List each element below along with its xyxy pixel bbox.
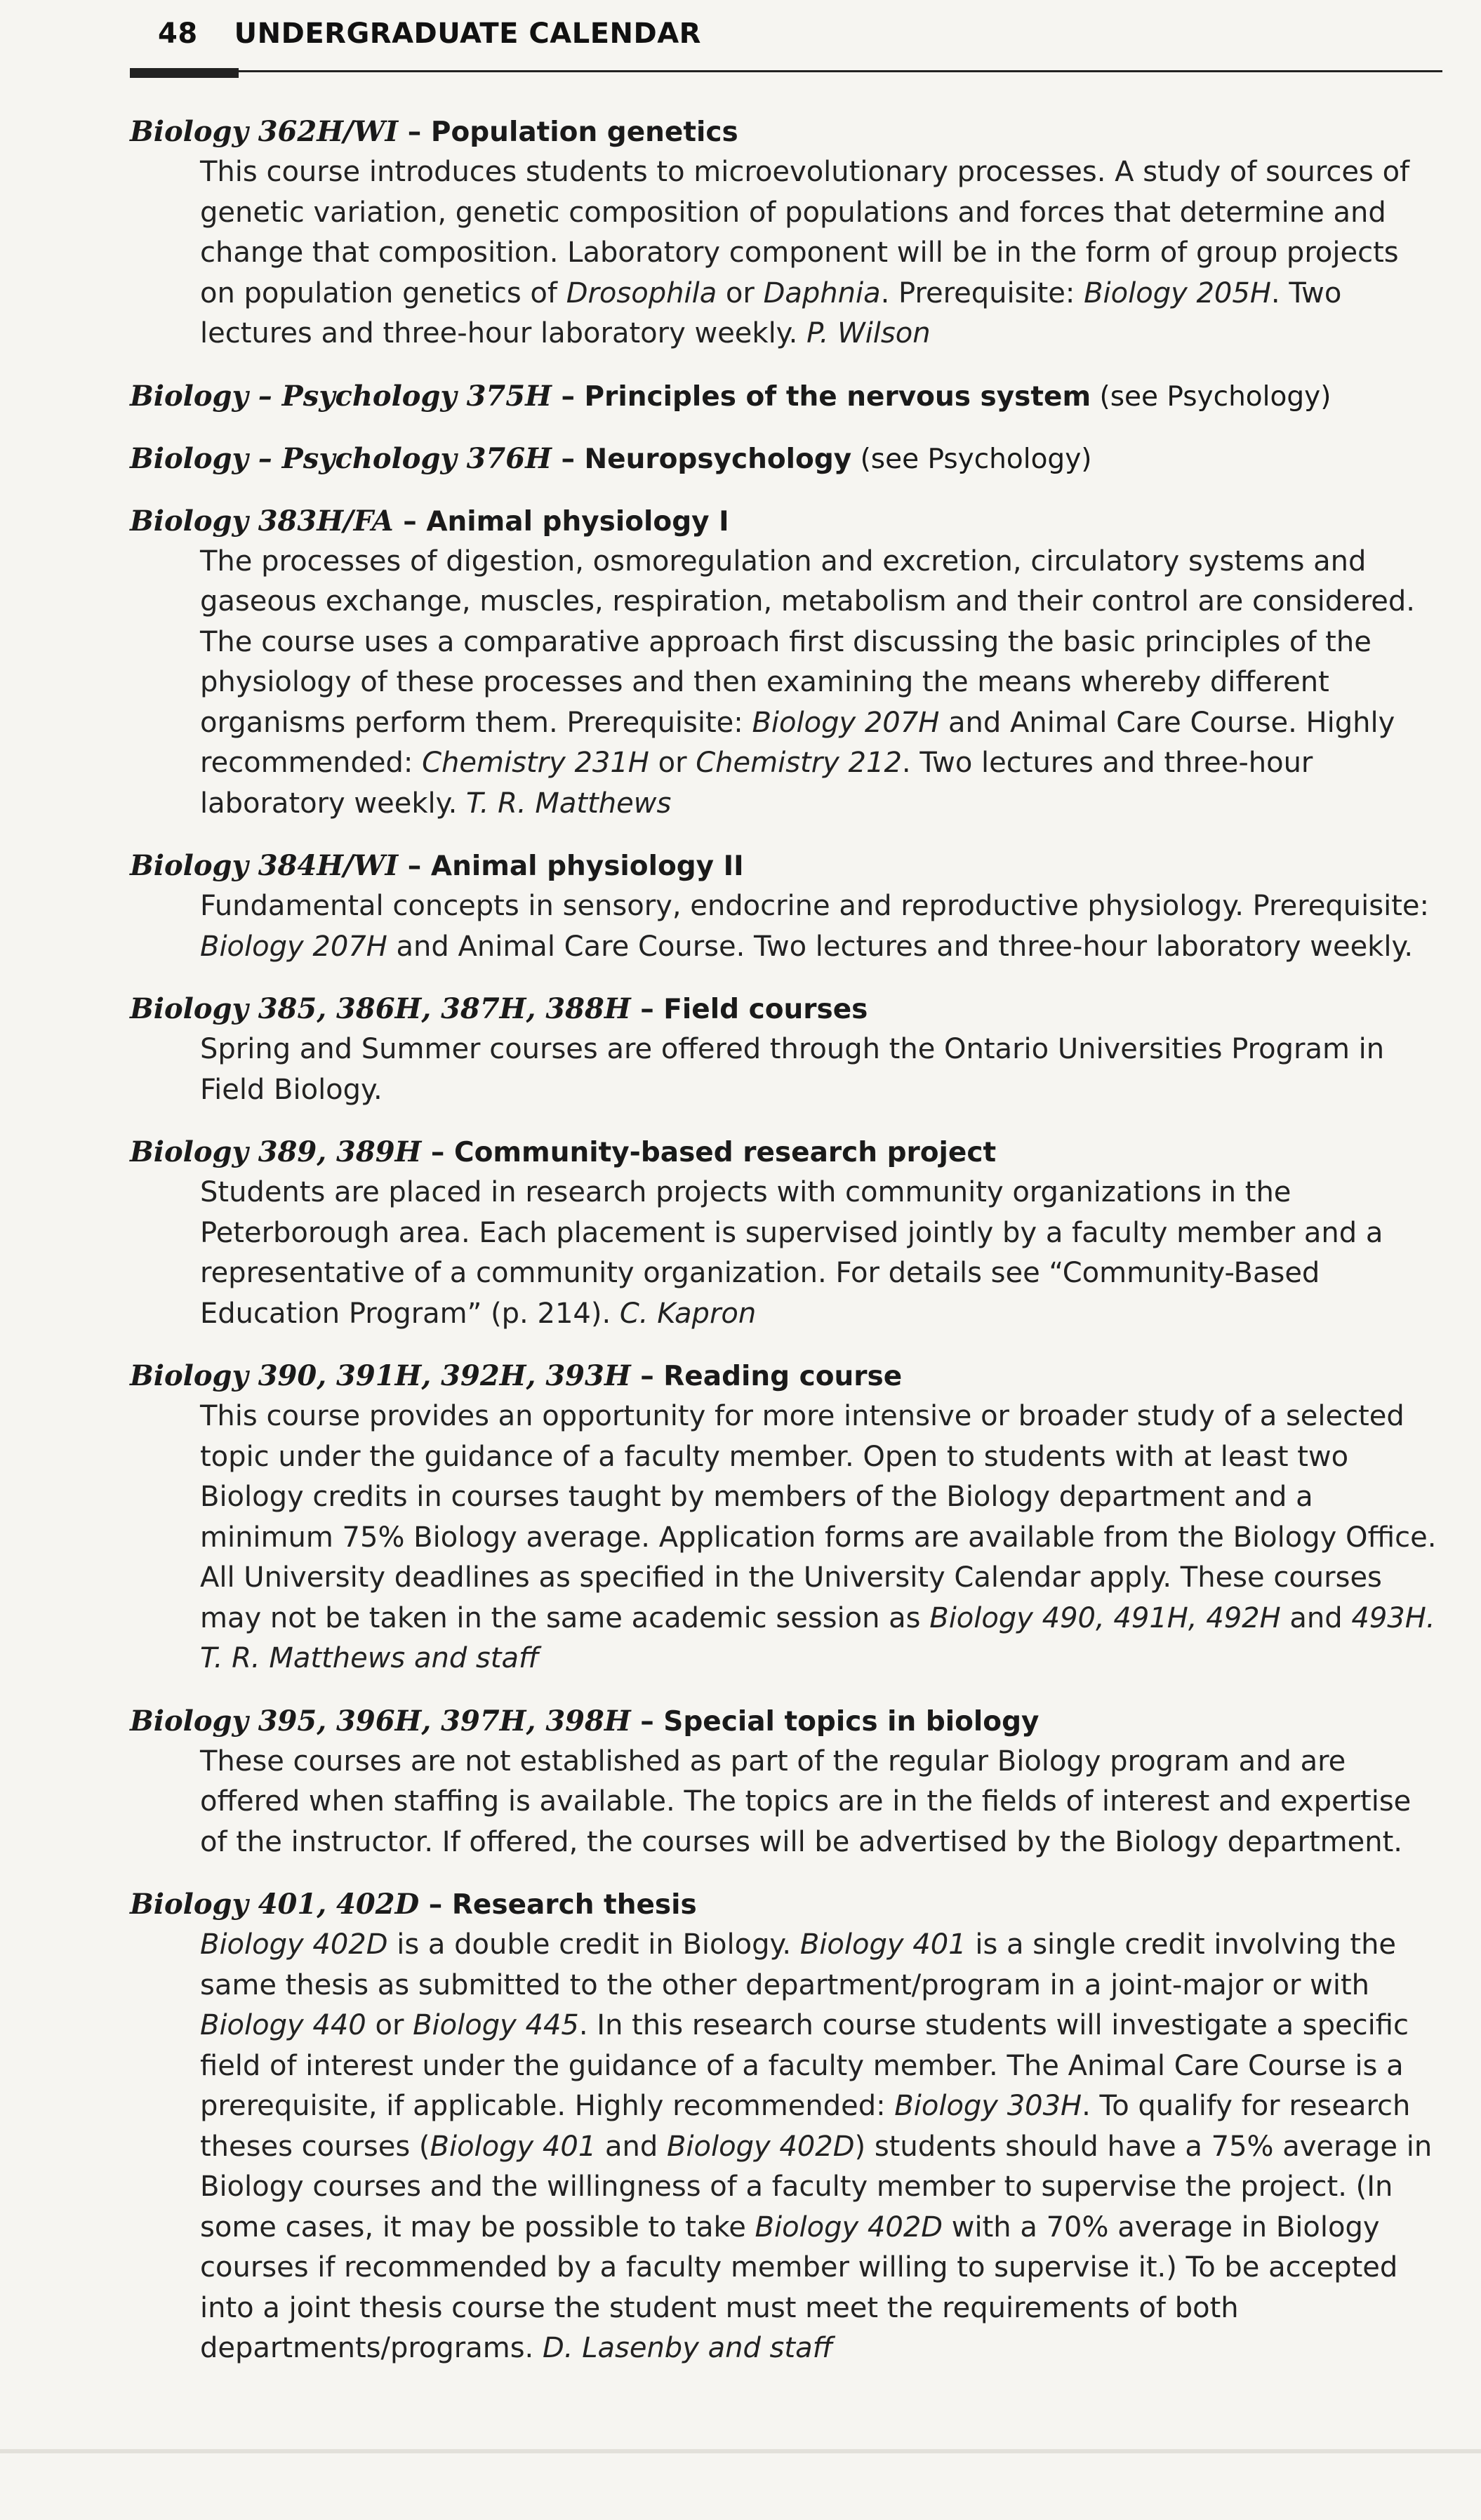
- italic-reference: Biology 445: [413, 2009, 579, 2041]
- description-text: and Animal Care Course. Two lectures and three-hour laboratory weekly.: [387, 930, 1414, 963]
- italic-reference: 493H. T. R. Matthews and staff: [200, 1601, 1435, 1674]
- running-head: [158, 18, 701, 50]
- italic-reference: Biology 207H: [752, 706, 940, 739]
- course-entry: [130, 1356, 1442, 1679]
- description-text: Fundamental concepts in sensory, endocrine and reproductive physiology. Prerequisite:: [200, 890, 1429, 922]
- course-heading: [130, 377, 1442, 417]
- description-text: . In this research course students will investigate a specific field of interest under the guidance of a faculty member. The Animal Care Course is a prerequisite, if applicable. Highly recommended:: [200, 2009, 1409, 2122]
- description-text: This course introduces students to microevolutionary processes. A study of sources of genetic variation, genetic composition of populations and forces that determine and change that composition. Laboratory component will be in the form of group projects on population genetics of: [200, 156, 1410, 309]
- italic-reference: T. R. Matthews: [466, 787, 672, 820]
- italic-reference: Chemistry 231H: [422, 747, 649, 779]
- course-name: Research thesis: [451, 1889, 697, 1921]
- course-heading: [130, 1885, 1442, 1925]
- course-separator: –: [551, 443, 585, 475]
- italic-reference: Chemistry 212: [696, 747, 902, 779]
- course-separator: –: [630, 1361, 664, 1392]
- course-description: [200, 1742, 1442, 1863]
- course-separator: –: [419, 1889, 452, 1921]
- course-entry: [130, 989, 1442, 1110]
- course-entry: [130, 439, 1442, 479]
- course-code: Biology 384H/WI: [130, 849, 399, 882]
- course-name: Community-based research project: [454, 1137, 997, 1168]
- description-text: ) students should have a 75% average in Biology courses and the willingness of a faculty member to supervise the project. (In some cases, it may be possible to take: [200, 2130, 1433, 2244]
- course-entry: [130, 112, 1442, 354]
- course-separator: –: [630, 994, 664, 1025]
- description-text: with a 70% average in Biology courses if recommended by a faculty member willing to supervise it.) To be accepted into a joint thesis course the student must meet the requirements of both departments/programs.: [200, 2211, 1398, 2364]
- italic-reference: Daphnia: [763, 276, 881, 309]
- course-separator: –: [393, 505, 427, 538]
- description-text: . To qualify for research theses courses (: [200, 2090, 1411, 2163]
- italic-reference: Biology 303H: [894, 2090, 1082, 2122]
- course-heading: [130, 989, 1442, 1029]
- header-rule: [130, 70, 1442, 72]
- course-name: Animal physiology I: [426, 505, 729, 538]
- course-heading: [130, 502, 1442, 542]
- course-heading: [130, 1356, 1442, 1396]
- course-heading: [130, 1133, 1442, 1173]
- italic-reference: Drosophila: [566, 276, 717, 309]
- course-entry: [130, 1702, 1442, 1863]
- course-code: Biology 395, 396H, 397H, 398H: [130, 1704, 631, 1738]
- course-entry: [130, 1133, 1442, 1334]
- italic-reference: D. Lasenby and staff: [542, 2332, 833, 2364]
- course-description: [200, 886, 1442, 967]
- italic-reference: C. Kapron: [619, 1297, 757, 1330]
- description-text: . Two lectures and three-hour laboratory weekly.: [200, 747, 1313, 820]
- course-description: [200, 542, 1442, 825]
- course-entry: [130, 846, 1442, 967]
- course-heading: [130, 1702, 1442, 1742]
- scan-edge: [0, 2449, 1481, 2453]
- course-list: [130, 112, 1442, 2392]
- course-description: [200, 1925, 1442, 2369]
- course-separator: –: [551, 380, 585, 413]
- course-name: Principles of the nervous system: [584, 380, 1091, 413]
- course-code: Biology 362H/WI: [130, 115, 399, 148]
- running-title: UNDERGRADUATE CALENDAR: [234, 18, 701, 50]
- italic-reference: Biology 205H: [1084, 276, 1271, 309]
- course-description: [200, 1173, 1442, 1334]
- italic-reference: Biology 402D: [755, 2211, 943, 2244]
- description-text: . Prerequisite:: [880, 276, 1084, 309]
- italic-reference: Biology 402D: [200, 1928, 388, 1961]
- description-text: Students are placed in research projects with community organizations in the Peterborough area. Each placement is supervised jointly by a faculty member and a representative of a community organization. For details see “Community-Based Education Program” (p. 214).: [200, 1176, 1383, 1330]
- course-separator: –: [421, 1137, 454, 1168]
- course-code: Biology 383H/FA: [130, 504, 394, 538]
- italic-reference: P. Wilson: [806, 317, 931, 349]
- course-name: Special topics in biology: [663, 1705, 1040, 1738]
- description-text: The processes of digestion, osmoregulation and excretion, circulatory systems and gaseous exchange, muscles, respiration, metabolism and their control are considered. The course uses a comparative approach first discussing the basic principles of the physiology of these processes and then examining the means whereby different organisms perform them. Prerequisite:: [200, 545, 1415, 739]
- course-description: [200, 1029, 1442, 1110]
- course-code: Biology – Psychology 376H: [130, 441, 552, 475]
- course-entry: [130, 1885, 1442, 2369]
- course-name: Reading course: [663, 1361, 903, 1392]
- header-rule-tab: [130, 68, 239, 78]
- course-name: Population genetics: [430, 116, 738, 148]
- italic-reference: Biology 207H: [200, 930, 387, 963]
- page-number: 48: [158, 18, 198, 50]
- italic-reference: Biology 490, 491H, 492H: [929, 1601, 1281, 1634]
- course-heading: [130, 439, 1442, 479]
- course-entry: [130, 377, 1442, 417]
- italic-reference: Biology 401: [430, 2130, 597, 2163]
- description-text: and: [1280, 1601, 1352, 1634]
- course-separator: –: [630, 1705, 664, 1738]
- course-description: [200, 1396, 1442, 1679]
- course-cross-reference: (see Psychology): [1091, 380, 1331, 413]
- course-heading: [130, 112, 1442, 152]
- course-name: Neuropsychology: [584, 443, 852, 475]
- course-code: Biology 389, 389H: [130, 1135, 422, 1168]
- description-text: . Two lectures and three-hour laboratory weekly.: [200, 276, 1342, 349]
- course-heading: [130, 846, 1442, 886]
- course-code: Biology 390, 391H, 392H, 393H: [130, 1359, 631, 1392]
- description-text: These courses are not established as part of the regular Biology program and are offered when staffing is available. The topics are in the fields of interest and expertise of the instructor. If offered, the courses will be advertised by the Biology department.: [200, 1745, 1412, 1858]
- description-text: or: [717, 276, 764, 309]
- italic-reference: Biology 402D: [666, 2130, 855, 2163]
- course-description: [200, 152, 1442, 354]
- italic-reference: Biology 401: [799, 1928, 967, 1961]
- description-text: or: [366, 2009, 413, 2041]
- course-name: Field courses: [663, 994, 868, 1025]
- course-separator: –: [398, 851, 431, 882]
- course-entry: [130, 502, 1442, 825]
- course-name: Animal physiology II: [430, 851, 744, 882]
- description-text: This course provides an opportunity for more intensive or broader study of a selected topic under the guidance of a faculty member. Open to students with at least two Biology credits in courses taught by members of the Biology department and a minimum 75% Biology average. Application forms are available from the Biology Office. All University deadlines as specified in the University Calendar apply. These courses may not be taken in the same academic session as: [200, 1400, 1437, 1634]
- description-text: or: [649, 747, 696, 779]
- description-text: is a single credit involving the same thesis as submitted to the other department/program in a joint-major or with: [200, 1928, 1397, 2001]
- description-text: is a double credit in Biology.: [387, 1928, 800, 1961]
- course-code: Biology 401, 402D: [130, 1888, 420, 1921]
- italic-reference: Biology 440: [200, 2009, 366, 2041]
- course-separator: –: [398, 116, 431, 148]
- course-code: Biology – Psychology 375H: [130, 379, 552, 413]
- description-text: and: [596, 2130, 667, 2163]
- course-code: Biology 385, 386H, 387H, 388H: [130, 992, 631, 1025]
- description-text: Spring and Summer courses are offered through the Ontario Universities Program in Field Biology.: [200, 1033, 1385, 1106]
- course-cross-reference: (see Psychology): [851, 443, 1092, 475]
- description-text: and Animal Care Course. Highly recommended:: [200, 706, 1395, 779]
